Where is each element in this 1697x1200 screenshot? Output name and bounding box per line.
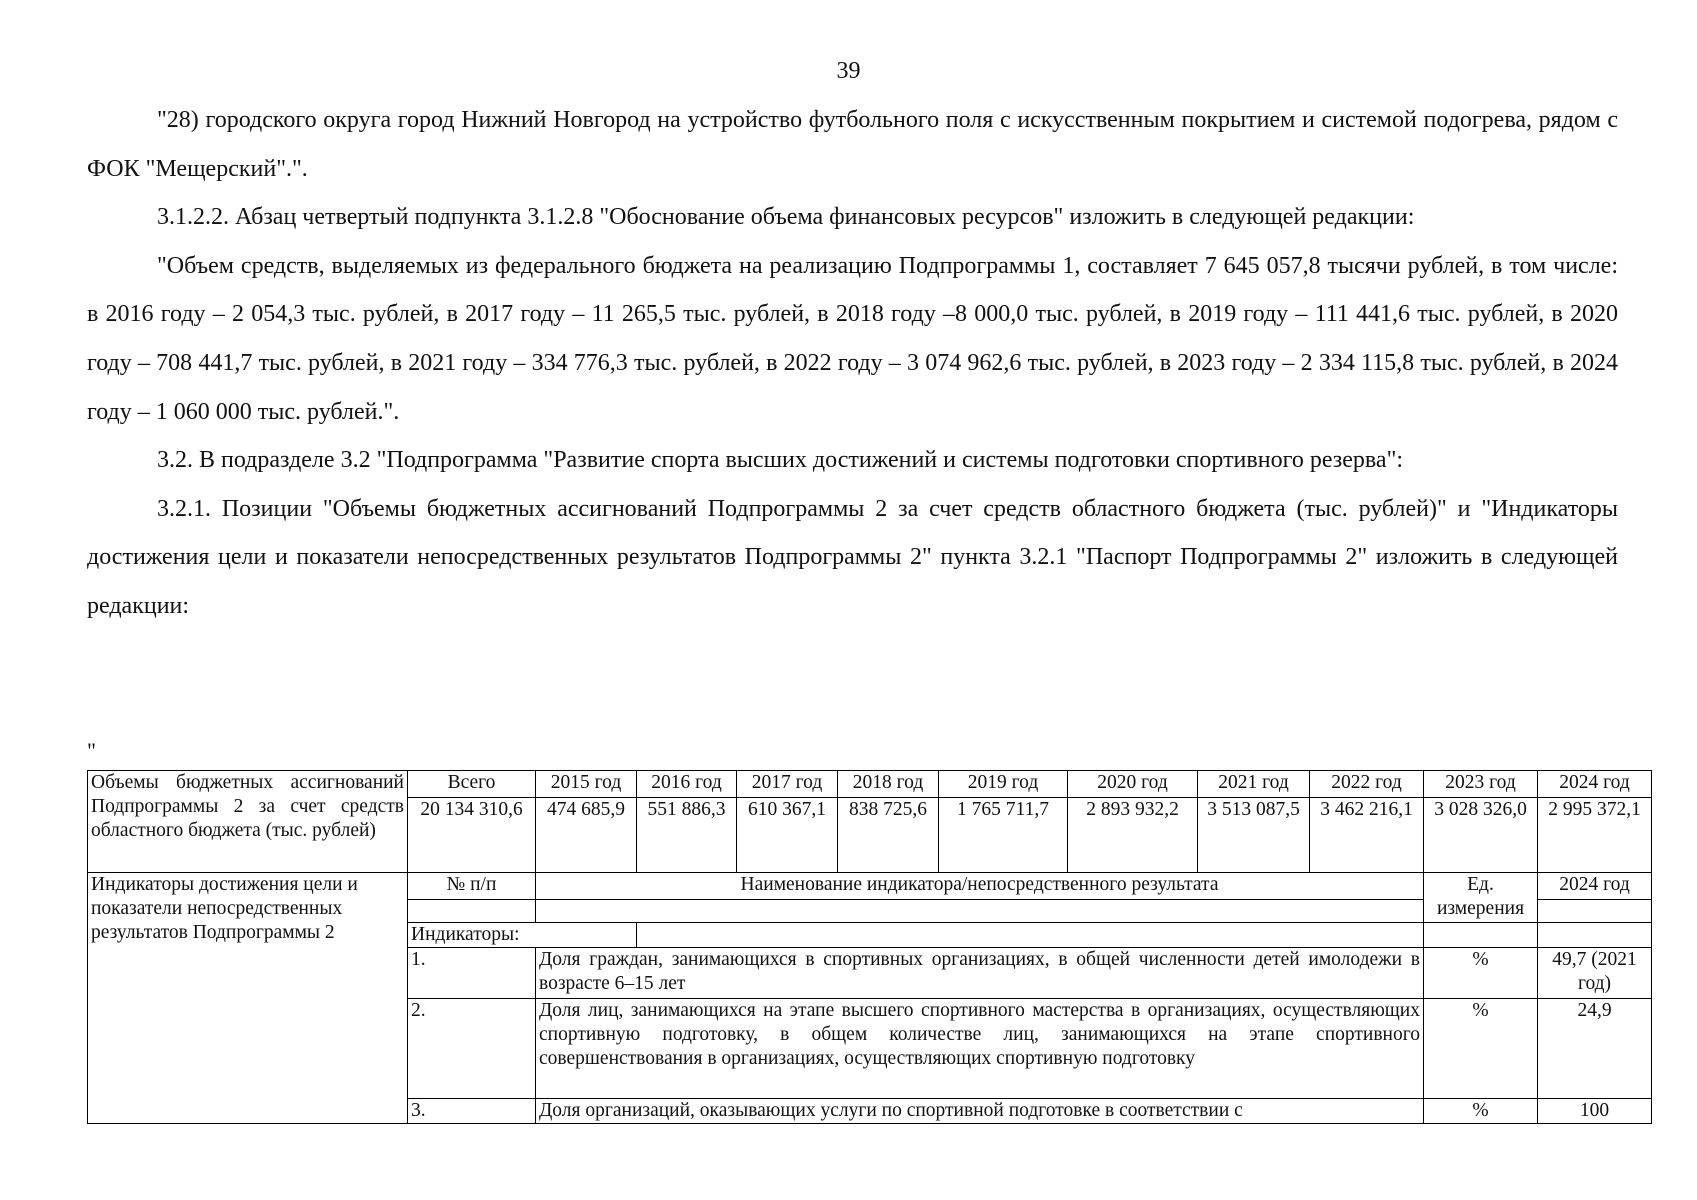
empty-cell <box>637 923 1424 948</box>
budget-header-2016: 2016 год <box>637 771 737 798</box>
opening-quote: " <box>87 738 96 763</box>
paragraph-5: 3.2.1. Позиции "Объемы бюджетных ассигнований Подпрограммы 2 за счет средств областного бюджета (тыс. рублей)" и "Индикаторы достижения цели и показатели непосредственных результатов Подпрограммы 2" пункта 3.2.1 "Паспорт Подпрограммы 2" изложить в следующей редакции: <box>87 495 1618 619</box>
budget-header-2017: 2017 год <box>737 771 838 798</box>
indicator-name: Доля организаций, оказывающих услуги по спортивной подготовке в соответствии с <box>536 1099 1424 1124</box>
budget-value-total: 20 134 310,6 <box>408 798 536 873</box>
budget-header-2021: 2021 год <box>1198 771 1310 798</box>
body-text <box>87 96 1618 631</box>
budget-value-2018: 838 725,6 <box>838 798 939 873</box>
budget-header-2019: 2019 год <box>939 771 1068 798</box>
indicator-value: 49,7 (2021 год) <box>1538 948 1652 999</box>
budget-value-2017: 610 367,1 <box>737 798 838 873</box>
budget-value-2016: 551 886,3 <box>637 798 737 873</box>
indicators-col-year: 2024 год <box>1538 873 1652 900</box>
indicator-num: 3. <box>408 1099 536 1124</box>
budget-header-2024: 2024 год <box>1538 771 1652 798</box>
indicator-num: 2. <box>408 999 536 1099</box>
passport-table <box>87 770 1652 1124</box>
empty-cell <box>536 900 1424 923</box>
indicators-label: Индикаторы достижения цели и показатели непосредственных результатов Подпрограммы 2 <box>88 873 408 1124</box>
budget-value-2023: 3 028 326,0 <box>1424 798 1538 873</box>
budget-header-2020: 2020 год <box>1068 771 1198 798</box>
empty-cell <box>408 900 536 923</box>
paragraph-1: "28) городского округа город Нижний Новгород на устройство футбольного поля с искусственным покрытием и системой подогрева, рядом с ФОК "Мещерский".". <box>87 107 1618 182</box>
budget-label: Объемы бюджетных ассигнований Подпрограммы 2 за счет средств областного бюджета (тыс. рублей) <box>88 771 408 873</box>
budget-value-2022: 3 462 216,1 <box>1310 798 1424 873</box>
budget-value-2024: 2 995 372,1 <box>1538 798 1652 873</box>
indicators-header-row <box>88 873 1652 900</box>
indicator-value: 24,9 <box>1538 999 1652 1099</box>
budget-header-2022: 2022 год <box>1310 771 1424 798</box>
budget-header-2015: 2015 год <box>536 771 637 798</box>
indicator-num: 1. <box>408 948 536 999</box>
indicator-unit: % <box>1424 999 1538 1099</box>
budget-value-2020: 2 893 932,2 <box>1068 798 1198 873</box>
budget-value-2019: 1 765 711,7 <box>939 798 1068 873</box>
budget-header-2018: 2018 год <box>838 771 939 798</box>
page-number: 39 <box>836 58 861 84</box>
budget-header-2023: 2023 год <box>1424 771 1538 798</box>
empty-cell <box>1538 900 1652 923</box>
paragraph-2: 3.1.2.2. Абзац четвертый подпункта 3.1.2.8 "Обоснование объема финансовых ресурсов" изложить в следующей редакции: <box>157 204 1415 231</box>
indicator-unit: % <box>1424 948 1538 999</box>
indicators-col-name: Наименование индикатора/непосредственного результата <box>536 873 1424 900</box>
indicators-section-title: Индикаторы: <box>408 923 637 948</box>
indicator-value: 100 <box>1538 1099 1652 1124</box>
empty-cell <box>1424 923 1538 948</box>
paragraph-3: "Объем средств, выделяемых из федерального бюджета на реализацию Подпрограммы 1, составляет 7 645 057,8 тысячи рублей, в том числе: в 2016 году – 2 054,3 тыс. рублей, в 2017 году – 11 265,5 тыс. рублей, в 2018 году –8 000,0 тыс. рублей, в 2019 году – 111 441,6 тыс. рублей, в 2020 году – 708 441,7 тыс. рублей, в 2021 году – 334 776,3 тыс. рублей, в 2022 году – 3 074 962,6 тыс. рублей, в 2023 году – 2 334 115,8 тыс. рублей, в 2024 году – 1 060 000 тыс. рублей.". <box>87 252 1618 425</box>
indicator-name: Доля граждан, занимающихся в спортивных организациях, в общей численности детей имолодежи в возрасте 6–15 лет <box>536 948 1424 999</box>
budget-value-2021: 3 513 087,5 <box>1198 798 1310 873</box>
indicators-col-num: № п/п <box>408 873 536 900</box>
budget-value-2015: 474 685,9 <box>536 798 637 873</box>
budget-header-row <box>88 771 1652 798</box>
budget-header-total: Всего <box>408 771 536 798</box>
indicators-col-unit: Ед. измерения <box>1424 873 1538 923</box>
empty-cell <box>1538 923 1652 948</box>
indicator-unit: % <box>1424 1099 1538 1124</box>
indicator-name: Доля лиц, занимающихся на этапе высшего спортивного мастерства в организациях, осуществляющих спортивную подготовку, в общем количестве лиц, занимающихся на этапе спортивного совершенствования в организациях, осуществляющих спортивную подготовку <box>536 999 1424 1099</box>
paragraph-4: 3.2. В подразделе 3.2 "Подпрограмма "Развитие спорта высших достижений и системы подготовки спортивного резерва": <box>157 447 1404 474</box>
